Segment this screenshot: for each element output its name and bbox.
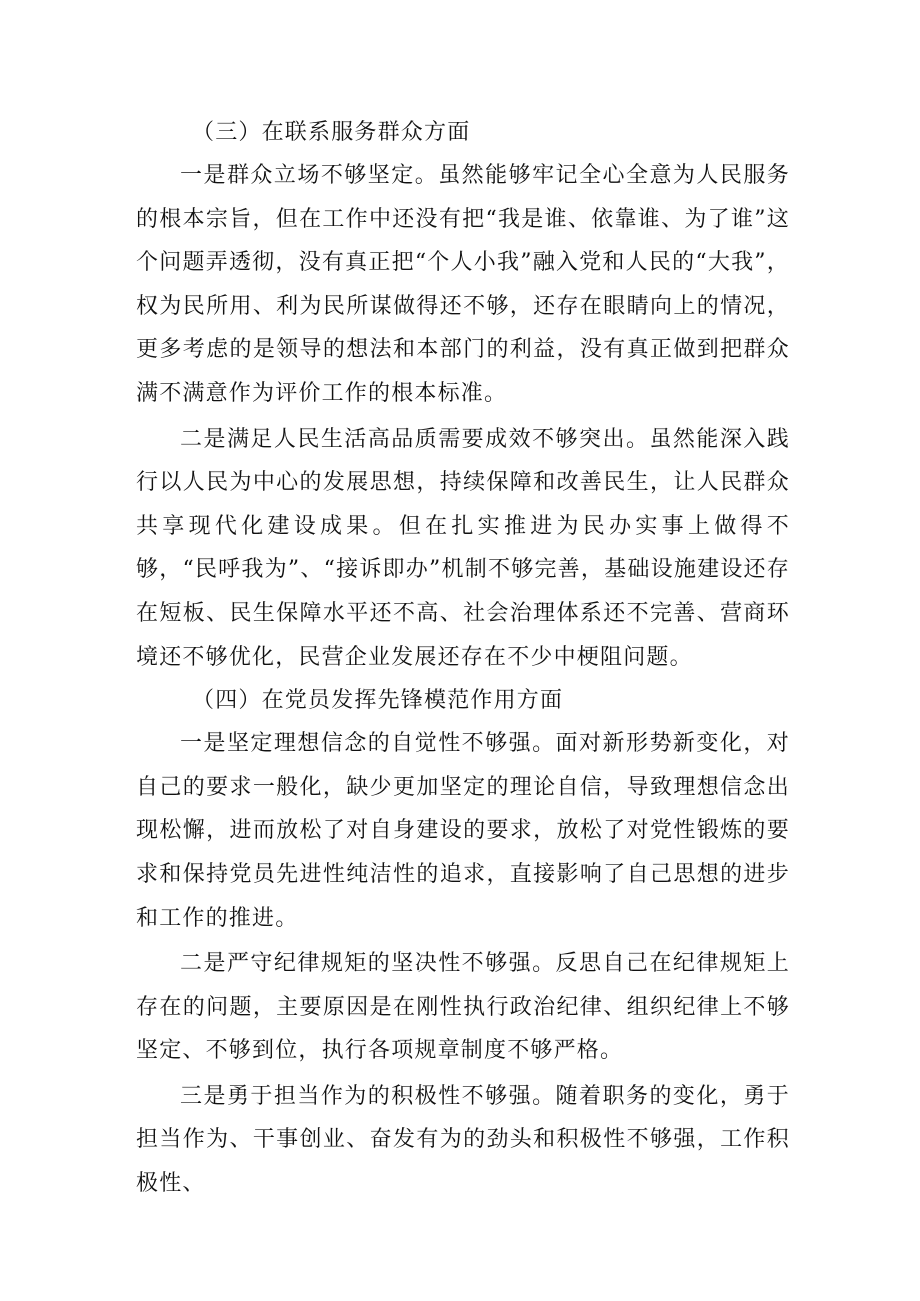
document-body: [136, 111, 790, 1206]
section-3-paragraph-1: 一是群众立场不够坚定。虽然能够牢记全心全意为人民服务的根本宗旨，但在工作中还没有把“我是谁、依靠谁、为了谁”这个问题弄透彻，没有真正把“个人小我”融入党和人民的“大我”，权为民所用、利为民所谋做得还不够，还存在眼睛向上的情况，更多考虑的是领导的想法和本部门的利益，没有真正做到把群众满不满意作为评价工作的根本标准。: [136, 163, 790, 406]
section-4-paragraph-1: 一是坚定理想信念的自觉性不够强。面对新形势新变化，对自己的要求一般化，缺少更加坚定的理论自信，导致理想信念出现松懈，进而放松了对自身建设的要求，放松了对党性锻炼的要求和保持党员先进性纯洁性的追求，直接影响了自己思想的进步和工作的推进。: [136, 731, 790, 931]
section-3-heading: （三）在联系服务群众方面: [192, 120, 471, 145]
section-3-paragraph-2: 二是满足人民生活高品质需要成效不够突出。虽然能深入践行以人民为中心的发展思想，持续保障和改善民生，让人民群众共享现代化建设成果。但在扎实推进为民办实事上做得不够，“民呼我为”、“接诉即办”机制不够完善，基础设施建设还存在短板、民生保障水平还不高、社会治理体系还不完善、营商环境还不够优化，民营企业发展还存在不少中梗阻问题。: [136, 426, 790, 670]
section-4-heading: （四）在党员发挥先锋模范作用方面: [192, 688, 564, 714]
section-4-paragraph-3: 三是勇于担当作为的积极性不够强。随着职务的变化，勇于担当作为、干事创业、奋发有为的劲头和积极性不够强，工作积极性、: [136, 1083, 790, 1197]
section-4-paragraph-2: 二是严守纪律规矩的坚决性不够强。反思自己在纪律规矩上存在的问题，主要原因是在刚性执行政治纪律、组织纪律上不够坚定、不够到位，执行各项规章制度不够严格。: [136, 951, 790, 1064]
